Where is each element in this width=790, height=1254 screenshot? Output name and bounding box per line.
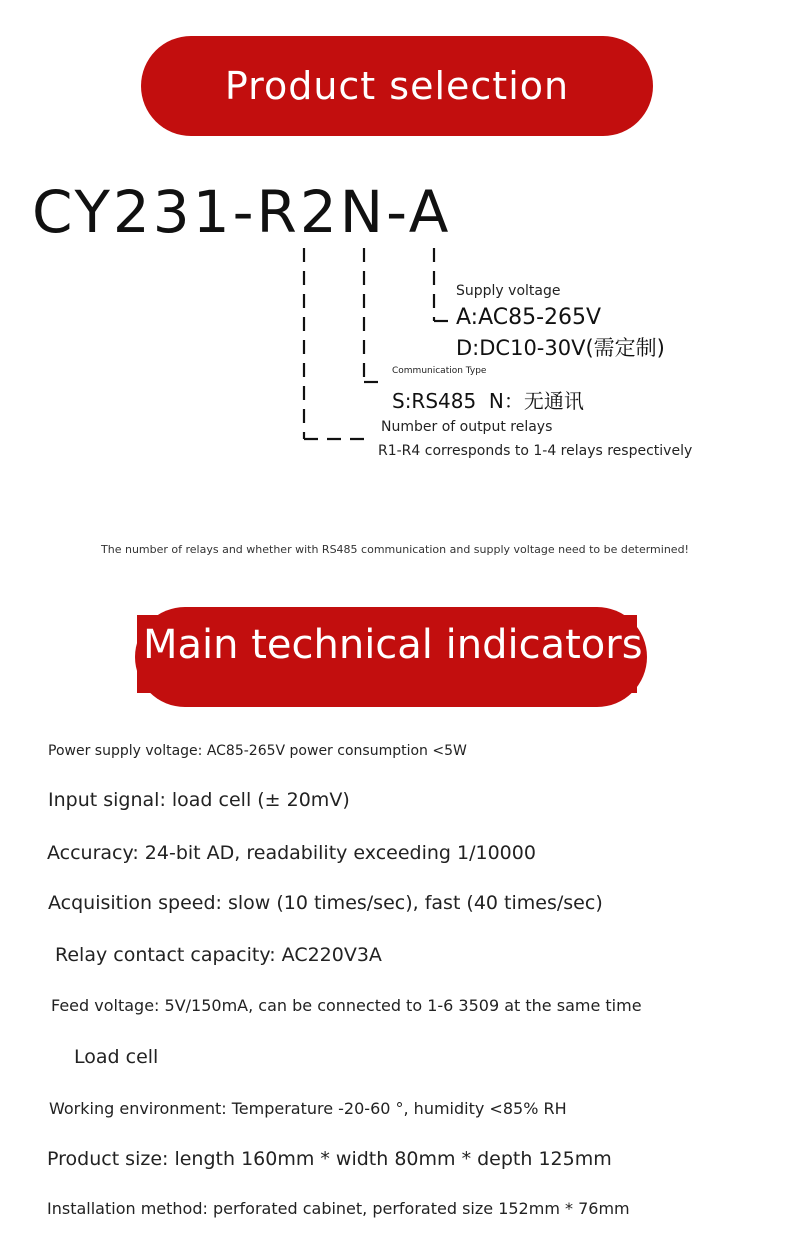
model-code: CY231-R2N-A <box>32 178 452 246</box>
spec-item: Input signal: load cell (± 20mV) <box>48 789 350 811</box>
technical-indicators-title: Main technical indicators <box>143 622 643 668</box>
spec-item: Acquisition speed: slow (10 times/sec), fast (40 times/sec) <box>48 892 603 914</box>
communication-type-label: Communication Type <box>392 366 487 376</box>
selection-note: The number of relays and whether with RS485 communication and supply voltage need to be determined! <box>101 543 689 556</box>
spec-item: Load cell <box>74 1046 159 1068</box>
product-selection-title: Product selection <box>224 64 570 108</box>
spec-item: Feed voltage: 5V/150mA, can be connected to 1-6 3509 at the same time <box>51 996 642 1015</box>
supply-option-d: D:DC10-30V(需定制) <box>456 336 665 360</box>
communication-options: S:RS485 N：无通讯 <box>392 389 584 413</box>
relay-count-label: Number of output relays <box>381 419 553 435</box>
supply-voltage-label: Supply voltage <box>456 283 561 299</box>
spec-item: Relay contact capacity: AC220V3A <box>55 944 382 966</box>
spec-item: Product size: length 160mm * width 80mm * depth 125mm <box>47 1148 612 1170</box>
relay-description: R1-R4 corresponds to 1-4 relays respectively <box>378 443 693 459</box>
spec-item: Power supply voltage: AC85-265V power consumption <5W <box>48 743 467 759</box>
spec-item: Working environment: Temperature -20-60 °, humidity <85% RH <box>49 1099 567 1118</box>
supply-option-a: A:AC85-265V <box>456 305 602 330</box>
spec-item: Accuracy: 24-bit AD, readability exceeding 1/10000 <box>47 842 536 864</box>
spec-item: Installation method: perforated cabinet, perforated size 152mm * 76mm <box>47 1199 630 1218</box>
